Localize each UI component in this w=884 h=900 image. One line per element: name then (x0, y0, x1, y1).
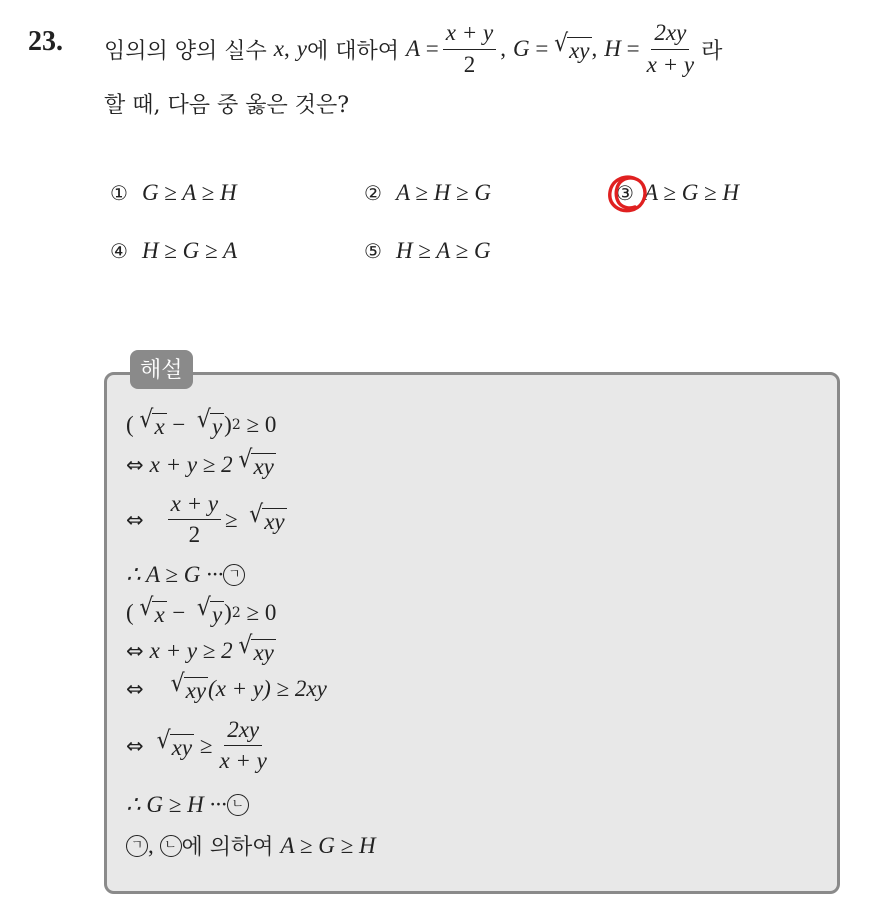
mark-nieun: ㄴ (227, 794, 249, 816)
choice-2[interactable]: ② A ≥ H ≥ G (364, 180, 492, 205)
choice-5[interactable]: ⑤ H ≥ A ≥ G (364, 238, 491, 263)
solution-line-6: ⇔ x + y ≥ 2 √ xy (126, 632, 274, 665)
solution-line-4: ∴ A ≥ G ··· ㄱ (126, 562, 245, 588)
solution-line-8: ⇔ √ xy ≥ $\frac{2xy}{x + y}$ (126, 718, 274, 773)
H-label: H (604, 36, 621, 61)
question-number: 23. (28, 26, 63, 57)
sqrt-xy: √ xy (170, 670, 207, 703)
mark-giyeok: ㄱ (223, 564, 245, 586)
solution-line-2: ⇔ x + y ≥ 2 √ xy (126, 446, 274, 479)
question-line-1: 임의의 양의 실수 x , y 에 대하여 A = $\frac{x + y}{2}$ , G = √ xy , H = $\frac{2xy}{x + y}$ 라 (104, 20, 723, 77)
sqrt-xy: √ xy (238, 632, 274, 665)
question-mid: 에 대하여 (306, 38, 399, 64)
sqrt-y: √ y (196, 594, 223, 627)
question-intro: 임의의 양의 실수 (104, 38, 267, 64)
solution-line-1: ( √ x − √ y ) 2 ≥ 0 (126, 406, 277, 439)
var-y: y (296, 36, 307, 61)
sqrt-y: √ y (196, 406, 223, 439)
solution-line-3: ⇔ $\frac{x + y}{2}$ ≥ √ xy (126, 491, 285, 548)
G-label: G (512, 36, 530, 61)
G-sqrt: √ xy (554, 30, 590, 64)
question-end: 라 (701, 38, 723, 64)
A-fraction: $\frac{x + y}{2}$ (443, 21, 496, 76)
solution-fraction-1: $\frac{x + y}{2}$ (168, 492, 221, 547)
choice-4[interactable]: ④ H ≥ G ≥ A (110, 238, 238, 263)
sqrt-xy: √ xy (156, 727, 193, 760)
sqrt-x: √ x (139, 406, 165, 439)
choice-3[interactable]: ③ A ≥ G ≥ H (616, 180, 740, 205)
solution-line-5: ( √ x − √ y ) 2 ≥ 0 (126, 594, 277, 627)
answer-mark-circle (606, 173, 650, 215)
A-label: A (405, 36, 421, 61)
var-x: x (273, 36, 284, 61)
solution-line-7: ⇔ √ xy (x + y) ≥ 2xy (126, 670, 327, 703)
question-line-2: 할 때, 다음 중 옳은 것은? (104, 93, 350, 118)
H-fraction: $\frac{2xy}{x + y}$ (646, 20, 695, 77)
solution-fraction-2: $\frac{2xy}{x + y}$ (219, 717, 267, 774)
sqrt-xy: √ xy (249, 501, 285, 534)
sqrt-xy: √ xy (238, 446, 274, 479)
solution-line-9: ∴ G ≥ H ··· ㄴ (126, 792, 249, 818)
sqrt-x: √ x (139, 594, 165, 627)
solution-line-10: ㄱ , ㄴ 에 의하여 A ≥ G ≥ H (126, 830, 376, 861)
choice-1[interactable]: ① G ≥ A ≥ H (110, 180, 237, 205)
solution-tag: 해설 (130, 350, 193, 389)
